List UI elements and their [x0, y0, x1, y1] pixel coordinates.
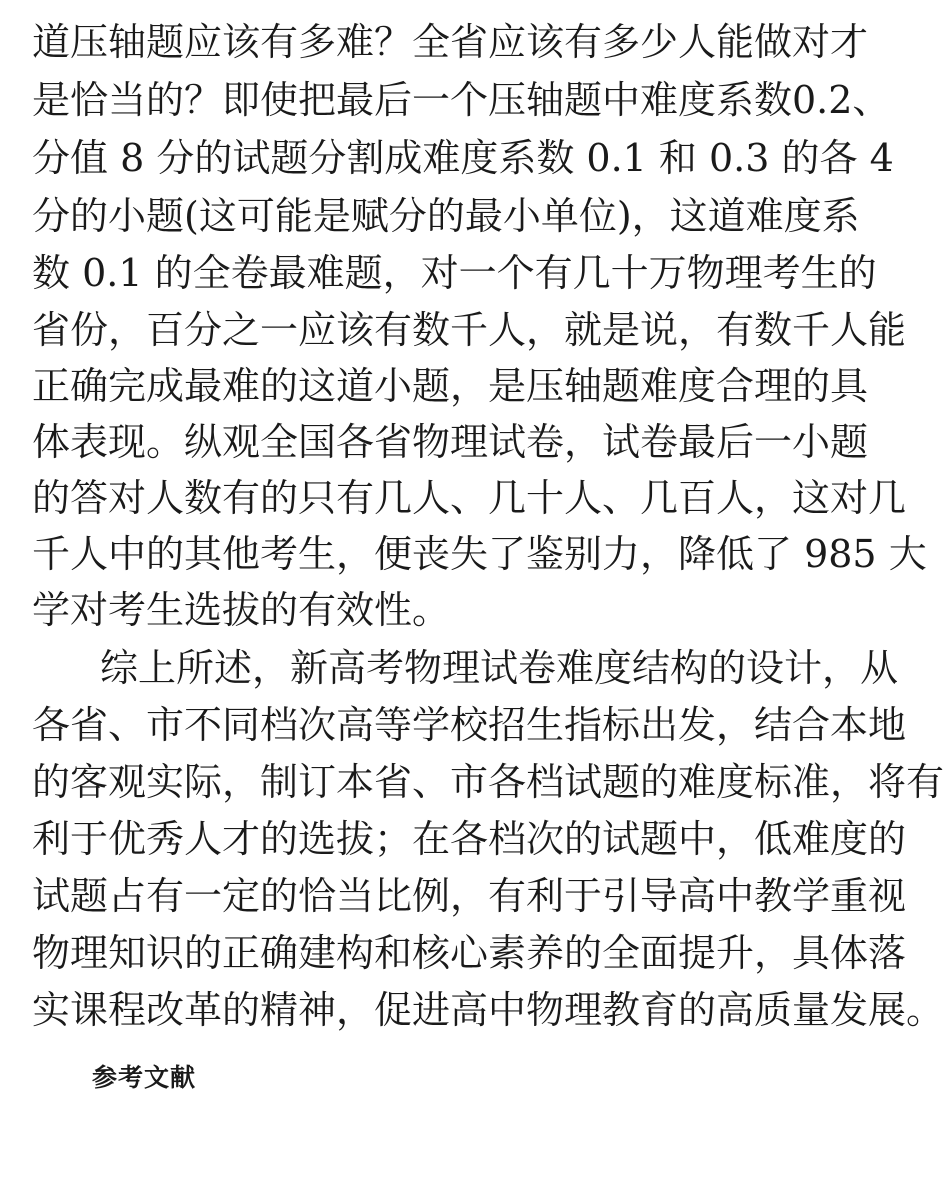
body-line: 省份，百分之一应该有数千人，就是说，有数千人能	[32, 308, 907, 352]
body-line: 综上所述，新高考物理试卷难度结构的设计，从	[100, 646, 899, 690]
references-heading: 参考文献	[92, 1063, 197, 1092]
references-section	[0, 40, 944, 1197]
body-line: 体表现。纵观全国各省物理试卷，试卷最后一小题	[32, 420, 869, 464]
body-line: 的答对人数有的只有几人、几十人、几百人，这对几	[32, 476, 907, 520]
body-line: 各省、市不同档次高等学校招生指标出发，结合本地	[32, 703, 907, 747]
body-line: 分值 8 分的试题分割成难度系数 0.1 和 0.3 的各 4	[32, 136, 894, 180]
body-line: 正确完成最难的这道小题，是压轴题难度合理的具	[32, 364, 869, 408]
body-line: 分的小题(这可能是赋分的最小单位)，这道难度系	[32, 194, 860, 238]
body-line: 数 0.1 的全卷最难题，对一个有几十万物理考生的	[32, 251, 877, 295]
body-line: 试题占有一定的恰当比例，有利于引导高中教学重视	[32, 874, 907, 918]
body-line: 是恰当的？即使把最后一个压轴题中难度系数0.2、	[32, 78, 891, 122]
body-line: 物理知识的正确建构和核心素养的全面提升，具体落	[32, 931, 907, 975]
body-line: 的客观实际，制订本省、市各档试题的难度标准，将有	[32, 760, 944, 804]
body-line: 实课程改革的精神，促进高中物理教育的高质量发展。	[32, 988, 944, 1032]
body-line: 千人中的其他考生，便丧失了鉴别力，降低了 985 大	[32, 532, 927, 576]
body-line: 学对考生选拔的有效性。	[32, 588, 451, 632]
body-line: 利于优秀人才的选拔；在各档次的试题中，低难度的	[32, 817, 907, 861]
body-line: 道压轴题应该有多难？全省应该有多少人能做对才	[32, 20, 869, 64]
